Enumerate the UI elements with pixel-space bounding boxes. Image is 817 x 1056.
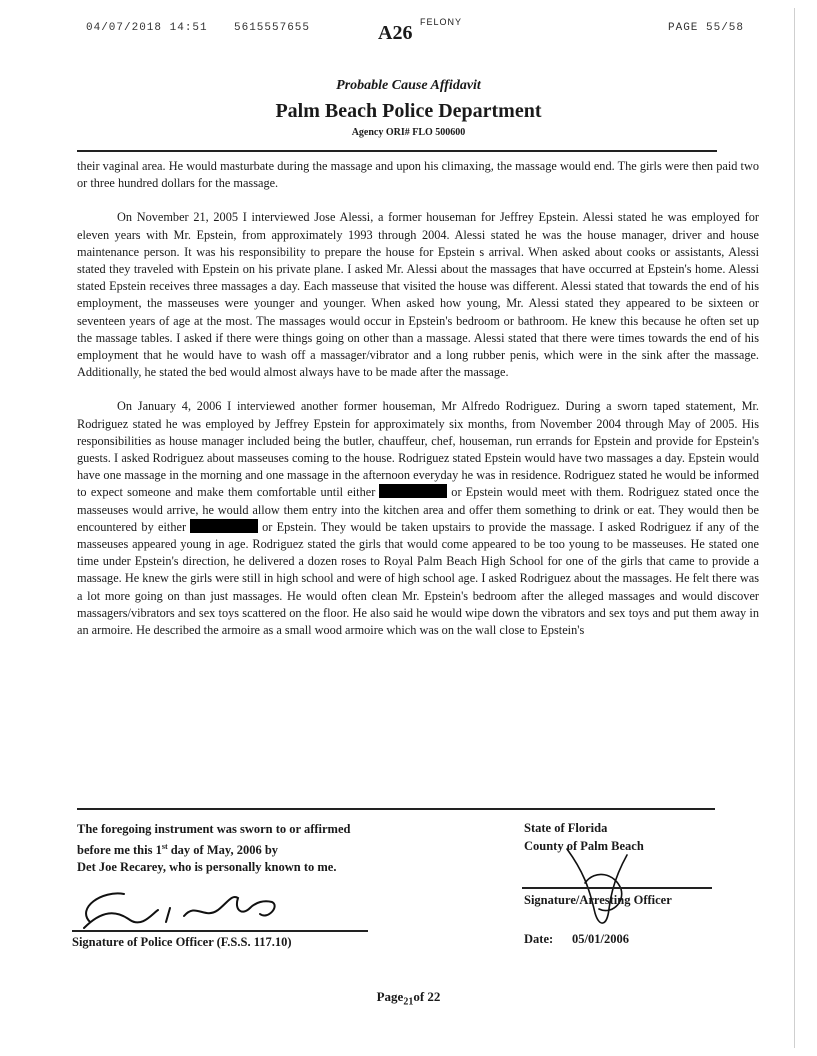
paragraph-alessi: On November 21, 2005 I interviewed Jose Alessi, a former houseman for Jeffrey Epstein. Alessi stated he was employed for eleven years with Mr. Epstein, from approximately 1993 through 2004. Alessi stated he was the house manager, driver and house maintenance person. It was his responsibility to prepare the house for Epstein s arrival. When asked about cooks or assistants, Alessi stated they traveled with Epstein on his private plane. I asked Mr. Alessi about the massages that have occurred at Epstein's home. Alessi stated Epstein receives three massages a day. Each masseuse that visited the house was different. Alessi stated that towards the end of his employment, the masseuses were younger and younger. When asked how young, Mr. Alessi stated they appeared to be sixteen or seventeen years of age at the most. The massages would occur in Epstein's bedroom or bathroom. He knew this because he often set up the massage tables. I asked if there were things going on other than a massage. Alessi stated that there were times towards the end of his employment that he would have to wash off a massager/vibrator and a long rubber penis, which were in the sink after the massage. Additionally, he stated the bed would almost always have to be made after the massage. xyxy=(77,210,759,380)
page-prefix: Page xyxy=(376,989,404,1004)
felony-label: FELONY xyxy=(420,17,463,27)
police-signature-line xyxy=(72,930,368,932)
paragraph-rodriguez-part1: On January 4, 2006 I interviewed another former houseman, Mr Alfredo Rodriguez. During a sworn taped statement, Mr. Rodriguez stated he was employed by Jeffrey Epstein for approximately six months, from November 2004 through May of 2005. His responsibilities as house manager included being the butler, chauffeur, chef, houseman, run errands for Epstein and provide for Epstein's guests. I asked Rodriguez about masseuses coming to the house. Rodriguez stated Epstein would have two massages a day. Epstein would have one massage in the morning and one massage in the afternoon everyday he was in residence. Rodriguez stated he would be informed to expect someone and make them comfortable until either xyxy=(77,399,759,500)
page-current: 21 xyxy=(403,996,414,1008)
county-label: County of Palm Beach xyxy=(524,839,644,853)
redaction-box xyxy=(379,484,447,498)
fax-number: 5615557655 xyxy=(234,22,311,34)
fax-page: PAGE 55/58 xyxy=(668,22,745,34)
header-rule xyxy=(77,150,717,152)
date-value: 05/01/2006 xyxy=(572,932,629,946)
redaction-box xyxy=(190,519,258,533)
arresting-signature-line xyxy=(522,887,712,889)
arresting-signature-label: Signature/Arresting Officer xyxy=(524,893,672,907)
page-total: of 22 xyxy=(413,989,441,1004)
document-type: Probable Cause Affidavit xyxy=(336,78,481,93)
sworn-line-2a: before me this 1 xyxy=(77,843,162,858)
date-label: Date: xyxy=(524,932,554,946)
sworn-line-2b: day of May, 2006 by xyxy=(167,843,279,858)
sworn-line-3: Det Joe Recarey, who is personally known to me. xyxy=(77,860,337,875)
state-label: State of Florida xyxy=(524,821,608,835)
paragraph-rodriguez-part3: or Epstein. They would be taken upstairs to provide the massage. I asked Rodriguez if any of the masseuses appeared young in age. Rodriguez stated the girls that would come appeared to be too young to be masseuses. He stated one time under Epstein's direction, he delivered a dozen roses to Royal Palm Beach High School for one of the girls that came to provide a massage. He knew the girls were still in high school and were of high school age. I asked Rodriguez about the massages. He felt there was a lot more going on than just massages. He would often clean Mr. Epstein's bedroom after the alleged massages and would discover massagers/vibrators and sex toys scattered on the floor. He also said he would wipe down the vibrators and sex toys and put them away in an armoire. He described the armoire as a small wood armoire which was on the wall close to Epstein's xyxy=(77,519,759,638)
sworn-statement xyxy=(77,821,457,876)
sworn-line-1: The foregoing instrument was sworn to or affirmed xyxy=(77,822,351,836)
fax-datetime: 04/07/2018 14:51 xyxy=(86,22,208,34)
footer-rule xyxy=(77,808,715,810)
sworn-line-2 xyxy=(77,838,457,859)
exhibit-stamp: A26 xyxy=(378,22,413,44)
agency-ori: Agency ORI# FLO 500600 xyxy=(351,127,466,138)
police-signature-label: Signature of Police Officer (F.S.S. 117.10) xyxy=(72,935,292,949)
paragraph-rodriguez xyxy=(77,398,759,639)
department-title: Palm Beach Police Department xyxy=(275,100,542,122)
affidavit-body xyxy=(77,158,759,656)
sworn-day-suffix: st xyxy=(161,842,168,851)
paragraph-rodriguez-part2: or Epstein would meet with them. Rodriguez stated once the masseuses would arrive, he would allow them entry into the kitchen area and offer them something to drink or eat. They would then be encountered by either xyxy=(77,485,759,534)
page-edge-line xyxy=(794,8,795,1048)
page-number xyxy=(0,989,817,1008)
paragraph-1: their vaginal area. He would masturbate during the massage and upon his climaxing, the massage would end. The girls were then paid two or three hundred dollars for the massage. xyxy=(77,159,759,191)
